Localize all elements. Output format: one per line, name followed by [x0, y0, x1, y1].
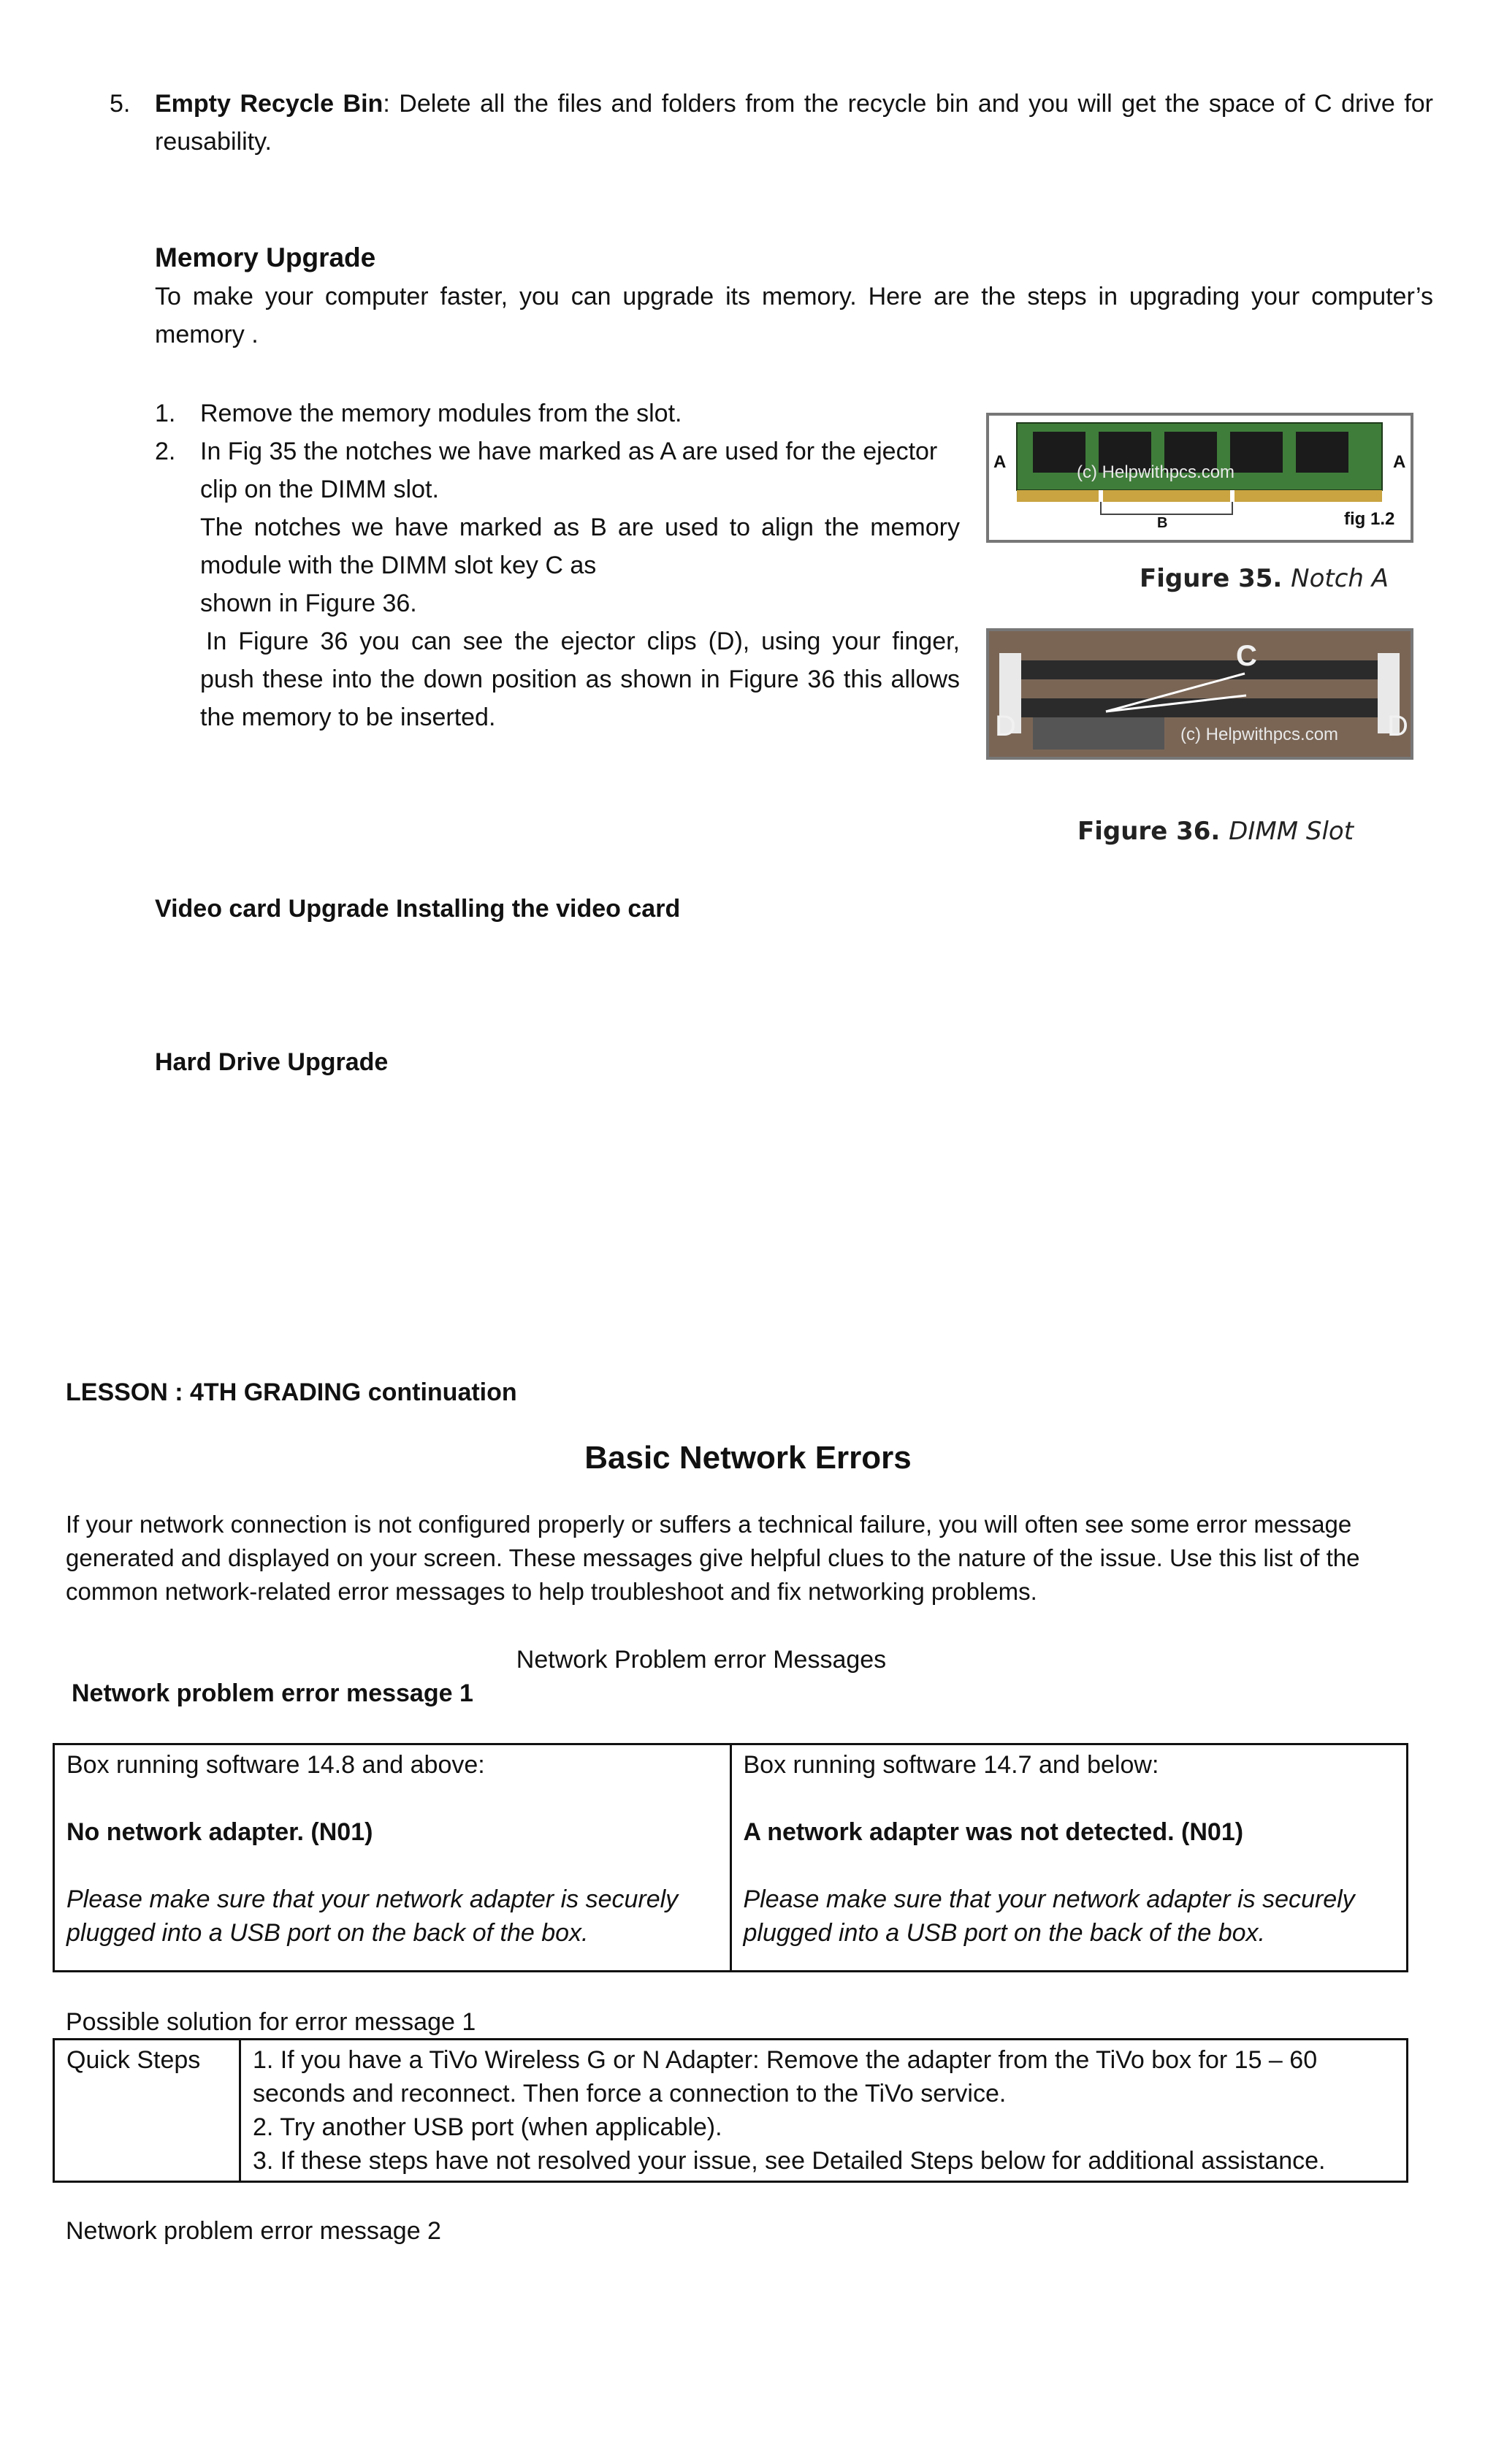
hard-drive-heading: Hard Drive Upgrade: [155, 1048, 389, 1076]
error-detail-left: Please make sure that your network adapter is securely plugged into a USB port on the back of the box.: [66, 1885, 679, 1947]
figure-36-image: [986, 628, 1413, 760]
table-row: [54, 1744, 1408, 1972]
quick-steps-list: [240, 2040, 1408, 2182]
figure-36-caption-text: DIMM Slot: [1229, 817, 1354, 846]
figure-36-caption-number: Figure 36.: [1077, 817, 1221, 846]
figure-35-caption-text: Notch A: [1291, 564, 1389, 593]
figure-35-watermark: (c) Helpwithpcs.com: [1077, 462, 1235, 482]
step-1-text: Remove the memory modules from the slot.: [200, 400, 682, 427]
notch-a-label-left: A: [993, 452, 1007, 472]
error-title-left: No network adapter. (N01): [66, 1818, 373, 1846]
error-message-1-table: [53, 1743, 1408, 1972]
ejector-d-label-right: D: [1387, 710, 1408, 742]
step-2-text: In Fig 35 the notches we have marked as A are used for the ejector clip on the DIMM slot.: [200, 438, 938, 503]
error-message-2-heading: Network problem error message 2: [66, 2217, 441, 2245]
list-item: 3. If these steps have not resolved your issue, see Detailed Steps below for additional assistance.: [253, 2147, 1326, 2175]
slot-key-c-label: C: [1236, 640, 1257, 672]
lesson-label: LESSON : 4TH GRADING continuation: [66, 1378, 517, 1406]
list-item: 1. If you have a TiVo Wireless G or N Adapter: Remove the adapter from the TiVo box for 15 – 60 seconds and reconnect. Then force a connection to the TiVo service.: [253, 2046, 1318, 2108]
error-title-right: A network adapter was not detected. (N01): [743, 1818, 1244, 1846]
recycle-bin-item: [155, 85, 1433, 161]
list-number: 5.: [110, 90, 131, 118]
figure-36-watermark: (c) Helpwithpcs.com: [1180, 725, 1339, 744]
network-intro: If your network connection is not configured properly or suffers a technical failure, you will often see some error message generated and displayed on your screen. These messages give helpful clues to the nature of the issue. Use this list of the common network-related error messages to help troubleshoot and fix networking problems.: [66, 1511, 1360, 1605]
figure-35-caption-number: Figure 35.: [1140, 564, 1283, 593]
step-1-number: 1.: [155, 400, 176, 427]
video-card-heading: Video card Upgrade Installing the video card: [155, 895, 681, 923]
memory-heading: Memory Upgrade: [155, 243, 376, 272]
error-detail-right: Please make sure that your network adapter is securely plugged into a USB port on the back of the box.: [743, 1885, 1355, 1947]
notch-b-text: The notches we have marked as B are used to align the memory module with the DIMM slot key C as: [200, 514, 960, 579]
solution-1-heading: Possible solution for error message 1: [66, 2008, 476, 2036]
step-2-number: 2.: [155, 438, 176, 465]
ejector-d-label-left: D: [995, 710, 1016, 742]
notch-b-text-cont: shown in Figure 36.: [200, 590, 417, 617]
table-cell-right: [730, 1744, 1408, 1972]
ejector-clip-text: In Figure 36 you can see the ejector clips (D), using your finger, push these into the down position as shown in Figure 36 this allows the memory to be inserted.: [200, 628, 960, 731]
figure-35-image: [986, 413, 1413, 543]
notch-a-label-right: A: [1393, 452, 1406, 472]
error-messages-label: Network Problem error Messages: [516, 1646, 887, 1674]
figure-36-caption: [1077, 817, 1354, 846]
recycle-bin-term: Empty Recycle Bin: [155, 90, 383, 118]
list-item: 2. Try another USB port (when applicable).: [253, 2113, 722, 2141]
error-message-1-heading: Network problem error message 1: [72, 1679, 473, 1707]
notch-b-label: B: [1157, 515, 1168, 531]
table-row: [54, 2040, 1408, 2182]
figure-35-tag: fig 1.2: [1344, 509, 1395, 529]
quick-steps-label: Quick Steps: [54, 2040, 240, 2182]
network-title: Basic Network Errors: [584, 1440, 912, 1476]
memory-intro: To make your computer faster, you can upgrade its memory. Here are the steps in upgrading your computer’s memory .: [155, 283, 1433, 348]
table-cell-left: [54, 1744, 731, 1972]
recycle-bin-text: : Delete all the files and folders from the recycle bin and you will get the space of C drive for reusability.: [155, 90, 1433, 156]
software-version-right: Box running software 14.7 and below:: [743, 1751, 1159, 1779]
software-version-left: Box running software 14.8 and above:: [66, 1751, 485, 1779]
figure-35-caption: [1140, 564, 1389, 593]
solution-1-table: [53, 2038, 1408, 2183]
